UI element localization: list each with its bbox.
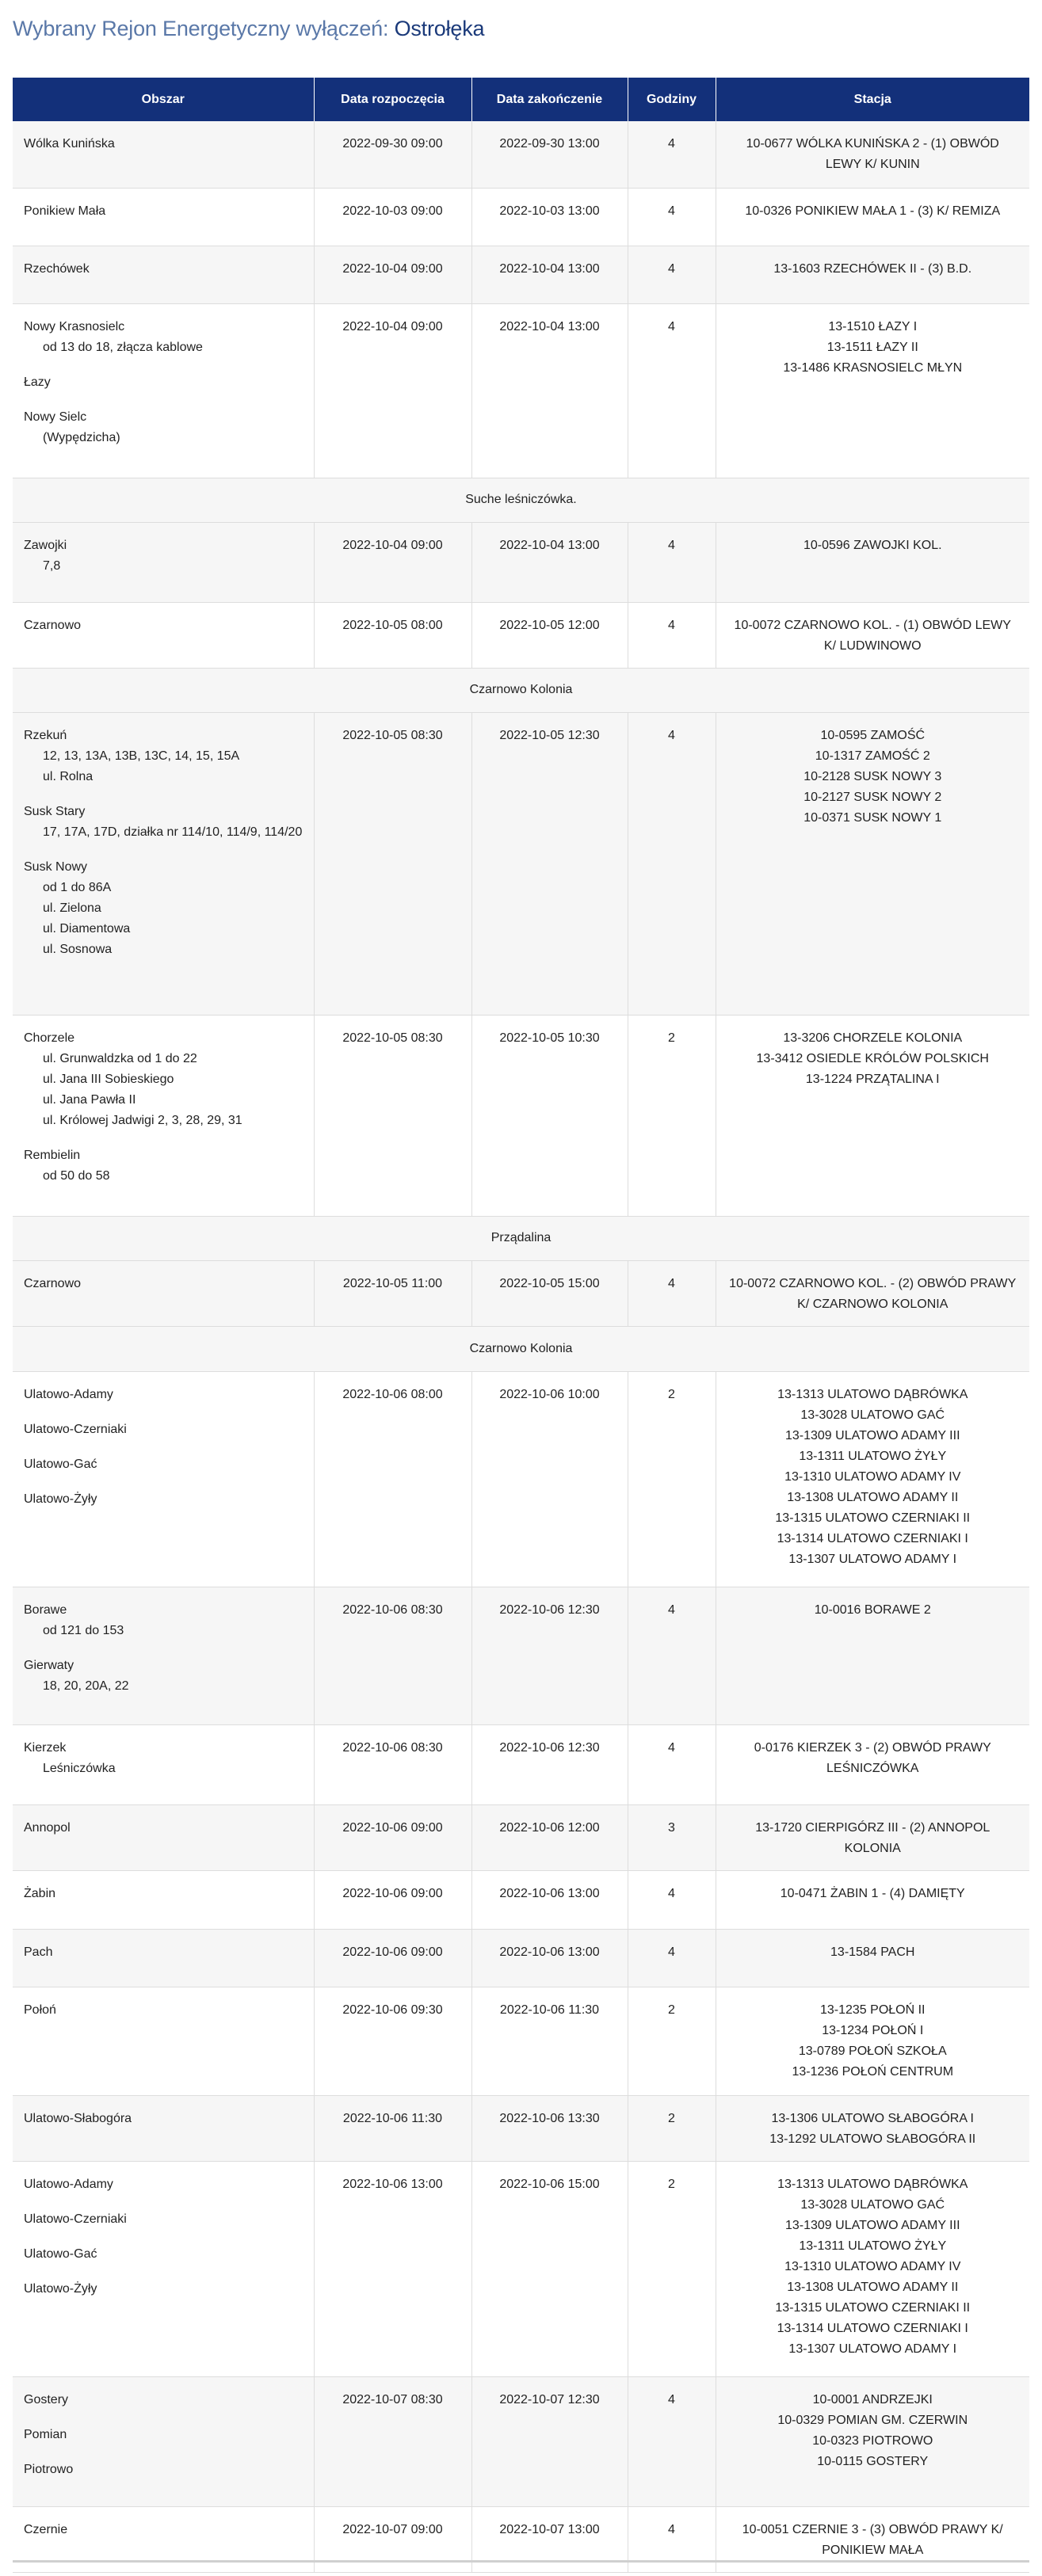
area-name: Borawe xyxy=(24,1602,67,1617)
station-entry: 13-1224 PRZĄTALINA I xyxy=(805,1072,940,1086)
station-entry: 13-3028 ULATOWO GAĆ xyxy=(800,1408,945,1422)
station-entry: 13-0789 POŁOŃ SZKOŁA xyxy=(798,2044,947,2058)
station-cell xyxy=(716,303,1029,478)
area-cell xyxy=(13,1015,314,1216)
area-cell xyxy=(13,2161,314,2376)
station-cell xyxy=(716,1987,1029,2095)
area-detail: 18, 20, 20A, 22 xyxy=(43,1679,129,1693)
hours-cell: 4 xyxy=(628,188,716,246)
station-entry: 13-1236 POŁOŃ CENTRUM xyxy=(792,2064,954,2079)
area-cell xyxy=(13,1587,314,1724)
station-entry: 13-1235 POŁOŃ II xyxy=(819,2002,926,2017)
station-entry: 13-1308 ULATOWO ADAMY II xyxy=(787,1490,959,1504)
station-entry: 10-0326 PONIKIEW MAŁA 1 - (3) K/ REMIZA xyxy=(745,204,1001,218)
section-label: Czarnowo Kolonia xyxy=(13,668,1029,712)
start-date-cell: 2022-10-06 09:30 xyxy=(314,1987,471,2095)
station-entry: 13-1315 ULATOWO CZERNIAKI II xyxy=(775,2300,971,2315)
area-detail: od 1 do 86A xyxy=(43,880,112,894)
area-detail: od 13 do 18, złącza kablowe xyxy=(43,340,203,354)
hours-cell: 4 xyxy=(628,2376,716,2506)
section-row xyxy=(13,1216,1029,1260)
area-spacer xyxy=(24,2410,303,2425)
area-spacer xyxy=(24,2195,303,2209)
area-cell xyxy=(13,2095,314,2161)
column-header-hours[interactable]: Godziny xyxy=(628,78,716,121)
start-date-cell: 2022-10-07 09:00 xyxy=(314,2506,471,2572)
station-cell xyxy=(716,1724,1029,1804)
area-detail: ul. Rolna xyxy=(43,769,94,783)
area-cell xyxy=(13,712,314,1015)
area-name: Piotrowo xyxy=(24,2462,74,2476)
section-label: Prządalina xyxy=(13,1216,1029,1260)
station-entry: 10-0596 ZAWOJKI KOL. xyxy=(803,538,942,552)
station-entry: 10-2127 SUSK NOWY 2 xyxy=(803,790,942,804)
area-name: Ulatowo-Adamy xyxy=(24,2177,113,2191)
area-name: Czarnowo xyxy=(24,1276,82,1290)
end-date-cell: 2022-10-06 12:30 xyxy=(471,1724,628,1804)
hours-cell: 2 xyxy=(628,1015,716,1216)
end-date-cell: 2022-10-06 13:30 xyxy=(471,2095,628,2161)
station-entry: 13-1309 ULATOWO ADAMY III xyxy=(784,2218,960,2232)
station-entry: 13-1314 ULATOWO CZERNIAKI I xyxy=(777,1531,968,1545)
station-entry: 10-0001 ANDRZEJKI xyxy=(812,2392,933,2406)
area-name: Ulatowo-Czerniaki xyxy=(24,2212,127,2226)
area-spacer xyxy=(24,2230,303,2244)
column-header-end-date[interactable]: Data zakończenie xyxy=(471,78,628,121)
station-entry: 13-1309 ULATOWO ADAMY III xyxy=(784,1428,960,1442)
station-entry: 13-1584 PACH xyxy=(830,1945,915,1959)
area-spacer xyxy=(24,1475,303,1489)
area-name: Susk Stary xyxy=(24,804,86,818)
area-detail: od 121 do 153 xyxy=(43,1623,124,1637)
table-row xyxy=(13,2161,1029,2376)
station-cell xyxy=(716,2376,1029,2506)
station-entry: 13-1307 ULATOWO ADAMY I xyxy=(788,1552,957,1566)
station-entry: 13-1306 ULATOWO SŁABOGÓRA I xyxy=(771,2111,974,2125)
column-header-station[interactable]: Stacja xyxy=(716,78,1029,121)
hours-cell: 4 xyxy=(628,1260,716,1326)
hours-cell: 4 xyxy=(628,1724,716,1804)
hours-cell: 4 xyxy=(628,303,716,478)
end-date-cell: 2022-10-06 15:00 xyxy=(471,2161,628,2376)
station-entry: 10-0323 PIOTROWO xyxy=(812,2433,933,2448)
area-name: Pomian xyxy=(24,2427,67,2441)
section-row xyxy=(13,478,1029,522)
area-name: Nowy Sielc xyxy=(24,410,87,424)
section-row xyxy=(13,668,1029,712)
section-row xyxy=(13,1326,1029,1371)
station-cell xyxy=(716,188,1029,246)
table-row xyxy=(13,1870,1029,1929)
area-detail: ul. Jana Pawła II xyxy=(43,1092,136,1107)
table-bottom-border xyxy=(13,2560,1029,2563)
station-entry: 13-1310 ULATOWO ADAMY IV xyxy=(784,2259,961,2273)
outage-table xyxy=(13,78,1029,2573)
area-name: Żabin xyxy=(24,1886,56,1900)
area-name: Kierzek xyxy=(24,1740,67,1755)
end-date-cell: 2022-10-05 12:00 xyxy=(471,602,628,668)
column-header-start-date[interactable]: Data rozpoczęcia xyxy=(314,78,471,121)
station-cell xyxy=(716,1804,1029,1870)
start-date-cell: 2022-10-04 09:00 xyxy=(314,303,471,478)
section-label: Suche leśniczówka. xyxy=(13,478,1029,522)
area-detail: ul. Zielona xyxy=(43,901,101,915)
column-header-area[interactable]: Obszar xyxy=(13,78,314,121)
end-date-cell: 2022-10-05 10:30 xyxy=(471,1015,628,1216)
section-label: Czarnowo Kolonia xyxy=(13,1326,1029,1371)
area-cell xyxy=(13,1724,314,1804)
end-date-cell: 2022-10-05 15:00 xyxy=(471,1260,628,1326)
area-name: Susk Nowy xyxy=(24,859,88,874)
hours-cell: 4 xyxy=(628,1870,716,1929)
table-row xyxy=(13,1987,1029,2095)
station-entry: 10-0115 GOSTERY xyxy=(817,2454,929,2468)
table-row xyxy=(13,1929,1029,1987)
station-entry: 10-0072 CZARNOWO KOL. - (2) OBWÓD PRAWY K/ CZARNOWO KOLONIA xyxy=(729,1276,1017,1311)
end-date-cell: 2022-10-05 12:30 xyxy=(471,712,628,1015)
area-cell xyxy=(13,121,314,188)
area-detail: ul. Królowej Jadwigi 2, 3, 28, 29, 31 xyxy=(43,1113,242,1127)
end-date-cell: 2022-10-04 13:00 xyxy=(471,246,628,303)
start-date-cell: 2022-10-03 09:00 xyxy=(314,188,471,246)
area-name: Łazy xyxy=(24,375,51,389)
station-cell xyxy=(716,1371,1029,1587)
end-date-cell: 2022-10-07 13:00 xyxy=(471,2506,628,2572)
start-date-cell: 2022-10-06 08:00 xyxy=(314,1371,471,1587)
area-cell xyxy=(13,602,314,668)
station-entry: 13-1511 ŁAZY II xyxy=(826,340,918,354)
start-date-cell: 2022-10-04 09:00 xyxy=(314,522,471,602)
hours-cell: 4 xyxy=(628,121,716,188)
station-entry: 10-0016 BORAWE 2 xyxy=(814,1602,931,1617)
end-date-cell: 2022-10-06 13:00 xyxy=(471,1870,628,1929)
table-row xyxy=(13,2376,1029,2506)
area-name: Ulatowo-Żyły xyxy=(24,1492,97,1506)
area-cell xyxy=(13,303,314,478)
station-entry: 10-2128 SUSK NOWY 3 xyxy=(803,769,942,783)
area-name: Rembielin xyxy=(24,1148,81,1162)
area-cell xyxy=(13,2376,314,2506)
start-date-cell: 2022-10-06 09:00 xyxy=(314,1804,471,1870)
page-header xyxy=(0,0,1042,57)
station-entry: 13-1311 ULATOWO ŻYŁY xyxy=(799,2239,947,2253)
table-row xyxy=(13,1260,1029,1326)
area-spacer xyxy=(24,2445,303,2460)
table-row xyxy=(13,1587,1029,1724)
area-spacer xyxy=(24,1131,303,1145)
end-date-cell: 2022-10-06 10:00 xyxy=(471,1371,628,1587)
area-spacer xyxy=(24,1405,303,1419)
station-entry: 10-0051 CZERNIE 3 - (3) OBWÓD PRAWY K/ PONIKIEW MAŁA xyxy=(742,2522,1003,2557)
start-date-cell: 2022-10-05 11:00 xyxy=(314,1260,471,1326)
area-cell xyxy=(13,1929,314,1987)
page-title xyxy=(13,17,484,41)
station-entry: 10-0329 POMIAN GM. CZERWIN xyxy=(777,2413,968,2427)
selected-region: Ostrołęka xyxy=(394,16,485,40)
area-cell xyxy=(13,522,314,602)
table-row xyxy=(13,1724,1029,1804)
area-name: Rzechówek xyxy=(24,261,90,276)
station-entry: 13-1308 ULATOWO ADAMY II xyxy=(787,2280,959,2294)
station-entry: 13-3206 CHORZELE KOLONIA xyxy=(783,1031,963,1045)
station-cell xyxy=(716,602,1029,668)
hours-cell: 4 xyxy=(628,522,716,602)
station-entry: 13-3412 OSIEDLE KRÓLÓW POLSKICH xyxy=(756,1051,989,1065)
station-entry: 13-1307 ULATOWO ADAMY I xyxy=(788,2342,957,2356)
area-detail: ul. Diamentowa xyxy=(43,921,131,936)
end-date-cell: 2022-10-04 13:00 xyxy=(471,522,628,602)
station-entry: 13-1313 ULATOWO DĄBRÓWKA xyxy=(777,2177,968,2191)
station-cell xyxy=(716,712,1029,1015)
area-spacer xyxy=(24,358,303,372)
hours-cell: 2 xyxy=(628,1371,716,1587)
station-cell xyxy=(716,246,1029,303)
end-date-cell: 2022-10-06 12:00 xyxy=(471,1804,628,1870)
area-detail: 17, 17A, 17D, działka nr 114/10, 114/9, 114/20 xyxy=(43,825,303,839)
area-name: Pach xyxy=(24,1945,53,1959)
table-row xyxy=(13,2095,1029,2161)
table-row xyxy=(13,1804,1029,1870)
table-row xyxy=(13,712,1029,1015)
end-date-cell: 2022-10-06 12:30 xyxy=(471,1587,628,1724)
area-cell xyxy=(13,1987,314,2095)
area-name: Ulatowo-Gać xyxy=(24,1457,97,1471)
area-name: Czernie xyxy=(24,2522,68,2536)
area-detail: ul. Sosnowa xyxy=(43,942,113,956)
start-date-cell: 2022-10-04 09:00 xyxy=(314,246,471,303)
station-entry: 10-0072 CZARNOWO KOL. - (1) OBWÓD LEWY K/ LUDWINOWO xyxy=(734,618,1011,653)
start-date-cell: 2022-10-05 08:00 xyxy=(314,602,471,668)
table-row xyxy=(13,522,1029,602)
start-date-cell: 2022-10-06 09:00 xyxy=(314,1929,471,1987)
hours-cell: 2 xyxy=(628,2095,716,2161)
start-date-cell: 2022-10-05 08:30 xyxy=(314,1015,471,1216)
station-entry: 13-1720 CIERPIGÓRZ III - (2) ANNOPOL KOLONIA xyxy=(755,1820,990,1855)
area-detail: ul. Jana III Sobieskiego xyxy=(43,1072,174,1086)
area-cell xyxy=(13,246,314,303)
hours-cell: 4 xyxy=(628,1929,716,1987)
area-name: Gierwaty xyxy=(24,1658,74,1672)
area-name: Ponikiew Mała xyxy=(24,204,106,218)
station-entry: 13-1234 POŁOŃ I xyxy=(822,2023,924,2037)
station-cell xyxy=(716,1870,1029,1929)
area-detail: ul. Grunwaldzka od 1 do 22 xyxy=(43,1051,197,1065)
area-cell xyxy=(13,1260,314,1326)
table-row xyxy=(13,602,1029,668)
hours-cell: 4 xyxy=(628,1587,716,1724)
station-entry: 13-1311 ULATOWO ŻYŁY xyxy=(799,1449,947,1463)
end-date-cell: 2022-10-04 13:00 xyxy=(471,303,628,478)
area-spacer xyxy=(24,2265,303,2279)
area-cell xyxy=(13,1371,314,1587)
table-body xyxy=(13,121,1029,2572)
table-row xyxy=(13,121,1029,188)
area-name: Zawojki xyxy=(24,538,67,552)
area-detail: 12, 13, 13A, 13B, 13C, 14, 15, 15A xyxy=(43,749,240,763)
area-name: Chorzele xyxy=(24,1031,75,1045)
hours-cell: 4 xyxy=(628,2506,716,2572)
table-row xyxy=(13,246,1029,303)
station-entry: 13-1486 KRASNOSIELC MŁYN xyxy=(783,360,963,375)
area-name: Annopol xyxy=(24,1820,71,1835)
start-date-cell: 2022-09-30 09:00 xyxy=(314,121,471,188)
area-name: Ulatowo-Żyły xyxy=(24,2281,97,2296)
station-entry: 10-0595 ZAMOŚĆ xyxy=(820,728,926,742)
end-date-cell: 2022-10-06 13:00 xyxy=(471,1929,628,1987)
start-date-cell: 2022-10-06 08:30 xyxy=(314,1587,471,1724)
area-name: Ulatowo-Słabogóra xyxy=(24,2111,132,2125)
station-entry: 13-1315 ULATOWO CZERNIAKI II xyxy=(775,1511,971,1525)
hours-cell: 4 xyxy=(628,246,716,303)
area-spacer xyxy=(24,393,303,407)
table-row xyxy=(13,303,1029,478)
area-name: Rzekuń xyxy=(24,728,67,742)
start-date-cell: 2022-10-06 09:00 xyxy=(314,1870,471,1929)
station-cell xyxy=(716,1929,1029,1987)
end-date-cell: 2022-09-30 13:00 xyxy=(471,121,628,188)
station-entry: 10-0371 SUSK NOWY 1 xyxy=(803,810,942,825)
hours-cell: 4 xyxy=(628,602,716,668)
station-entry: 10-0471 ŻABIN 1 - (4) DAMIĘTY xyxy=(780,1886,965,1900)
area-spacer xyxy=(24,787,303,802)
station-entry: 13-3028 ULATOWO GAĆ xyxy=(800,2197,945,2212)
end-date-cell: 2022-10-03 13:00 xyxy=(471,188,628,246)
area-spacer xyxy=(24,843,303,857)
outage-table-wrapper xyxy=(13,78,1029,2573)
area-detail: Leśniczówka xyxy=(43,1761,116,1775)
start-date-cell: 2022-10-06 13:00 xyxy=(314,2161,471,2376)
station-cell xyxy=(716,1015,1029,1216)
area-name: Wólka Kunińska xyxy=(24,137,115,151)
area-name: Czarnowo xyxy=(24,618,82,632)
table-header-row xyxy=(13,78,1029,121)
area-detail: (Wypędzicha) xyxy=(43,430,120,444)
area-name: Gostery xyxy=(24,2392,69,2406)
hours-cell: 4 xyxy=(628,712,716,1015)
area-name: Ulatowo-Czerniaki xyxy=(24,1422,127,1436)
area-name: Nowy Krasnosielc xyxy=(24,319,125,333)
station-cell xyxy=(716,1587,1029,1724)
start-date-cell: 2022-10-05 08:30 xyxy=(314,712,471,1015)
station-entry: 13-1603 RZECHÓWEK II - (3) B.D. xyxy=(773,261,972,276)
station-entry: 13-1313 ULATOWO DĄBRÓWKA xyxy=(777,1387,968,1401)
hours-cell: 2 xyxy=(628,1987,716,2095)
area-name: Ulatowo-Adamy xyxy=(24,1387,113,1401)
table-row xyxy=(13,1015,1029,1216)
station-entry: 10-0677 WÓLKA KUNIŃSKA 2 - (1) OBWÓD LEWY K/ KUNIN xyxy=(746,137,999,171)
area-cell xyxy=(13,1804,314,1870)
start-date-cell: 2022-10-06 11:30 xyxy=(314,2095,471,2161)
area-spacer xyxy=(24,1641,303,1656)
station-entry: 13-1310 ULATOWO ADAMY IV xyxy=(784,1469,961,1484)
station-cell xyxy=(716,522,1029,602)
area-name: Połoń xyxy=(24,2002,56,2017)
station-entry: 10-1317 ZAMOŚĆ 2 xyxy=(815,749,930,763)
area-name: Ulatowo-Gać xyxy=(24,2246,97,2261)
start-date-cell: 2022-10-06 08:30 xyxy=(314,1724,471,1804)
station-cell xyxy=(716,121,1029,188)
station-entry: 13-1314 ULATOWO CZERNIAKI I xyxy=(777,2321,968,2335)
station-cell xyxy=(716,1260,1029,1326)
station-cell xyxy=(716,2161,1029,2376)
station-entry: 13-1510 ŁAZY I xyxy=(828,319,918,333)
table-row xyxy=(13,188,1029,246)
station-entry: 13-1292 ULATOWO SŁABOGÓRA II xyxy=(769,2132,976,2146)
station-cell xyxy=(716,2095,1029,2161)
hours-cell: 3 xyxy=(628,1804,716,1870)
hours-cell: 2 xyxy=(628,2161,716,2376)
area-detail: 7,8 xyxy=(43,558,61,573)
area-spacer xyxy=(24,1440,303,1454)
area-detail: od 50 do 58 xyxy=(43,1168,110,1183)
end-date-cell: 2022-10-07 12:30 xyxy=(471,2376,628,2506)
area-cell xyxy=(13,1870,314,1929)
title-prefix: Wybrany Rejon Energetyczny wyłączeń: xyxy=(13,16,389,40)
start-date-cell: 2022-10-07 08:30 xyxy=(314,2376,471,2506)
station-entry: 0-0176 KIERZEK 3 - (2) OBWÓD PRAWY LEŚNICZÓWKA xyxy=(754,1740,991,1775)
area-cell xyxy=(13,188,314,246)
end-date-cell: 2022-10-06 11:30 xyxy=(471,1987,628,2095)
table-row xyxy=(13,1371,1029,1587)
